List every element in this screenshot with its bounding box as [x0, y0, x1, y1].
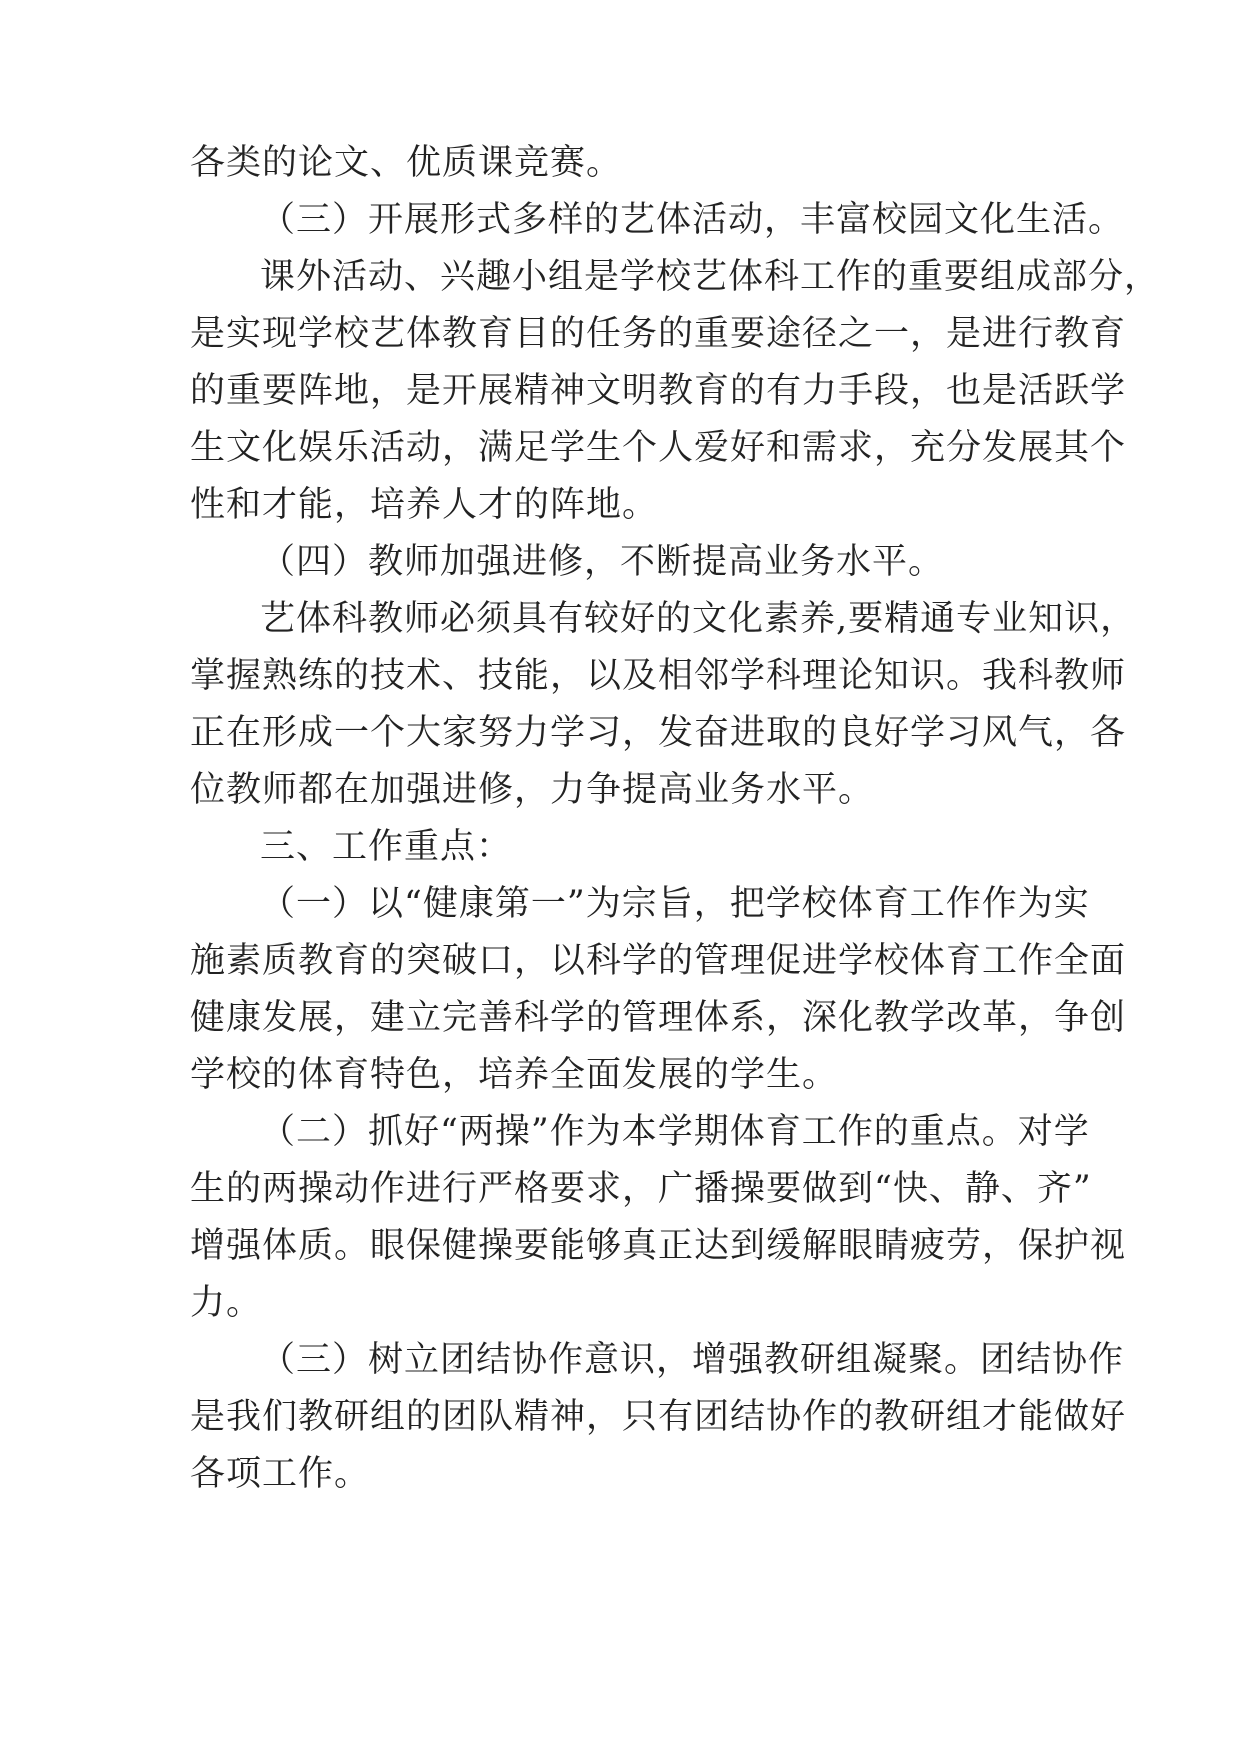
text-line: 各类的论文、优质课竞赛。: [190, 143, 623, 183]
text-line: 各项工作。: [190, 1454, 371, 1494]
text-line: （三）树立团结协作意识，增强教研组凝聚。团结协作: [260, 1340, 1125, 1380]
section-heading: （三）开展形式多样的艺体活动，丰富校园文化生活。: [260, 200, 1125, 240]
text-line: 位教师都在加强进修，力争提高业务水平。: [190, 770, 875, 810]
text-line: 是我们教研组的团队精神，只有团结协作的教研组才能做好: [190, 1397, 1127, 1437]
text-line: 正在形成一个大家努力学习，发奋进取的良好学习风气，各: [190, 713, 1127, 753]
section-heading: （四）教师加强进修，不断提高业务水平。: [260, 542, 945, 582]
text-line: 的重要阵地，是开展精神文明教育的有力手段，也是活跃学: [190, 371, 1127, 411]
text-line: 课外活动、兴趣小组是学校艺体科工作的重要组成部分，: [260, 257, 1161, 297]
text-line: 是实现学校艺体教育目的任务的重要途径之一，是进行教育: [190, 314, 1127, 354]
text-line: 生的两操动作进行严格要求，广播操要做到“快、静、齐”: [190, 1169, 1092, 1209]
text-line: 力。: [190, 1283, 263, 1323]
text-line: 艺体科教师必须具有较好的文化素养,要精通专业知识，: [260, 599, 1137, 639]
text-line: 健康发展，建立完善科学的管理体系，深化教学改革，争创: [190, 998, 1127, 1038]
section-heading: 三、工作重点：: [260, 827, 513, 867]
text-line: 学校的体育特色，培养全面发展的学生。: [190, 1055, 839, 1095]
text-line: 生文化娱乐活动，满足学生个人爱好和需求，充分发展其个: [190, 428, 1127, 468]
text-line: 施素质教育的突破口，以科学的管理促进学校体育工作全面: [190, 941, 1127, 981]
text-line: 性和才能，培养人才的阵地。: [190, 485, 659, 525]
text-line: （一）以“健康第一”为宗旨，把学校体育工作作为实: [260, 884, 1090, 924]
text-line: （二）抓好“两操”作为本学期体育工作的重点。对学: [260, 1112, 1090, 1152]
text-line: 掌握熟练的技术、技能，以及相邻学科理论知识。我科教师: [190, 656, 1127, 696]
text-line: 增强体质。眼保健操要能够真正达到缓解眼睛疲劳，保护视: [190, 1226, 1127, 1266]
